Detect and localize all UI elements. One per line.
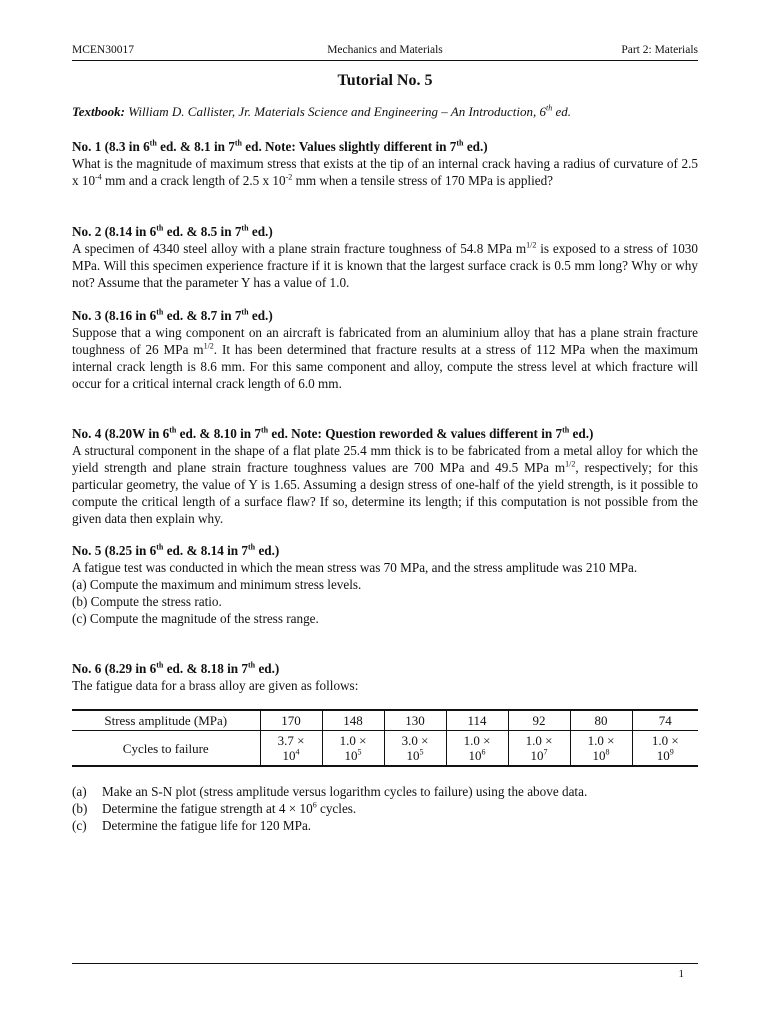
question-5-heading bbox=[72, 542, 698, 559]
cycles-base: 10 bbox=[656, 748, 670, 763]
table-row bbox=[72, 710, 698, 731]
question-4-heading bbox=[72, 425, 698, 442]
footer-rule bbox=[72, 963, 698, 964]
body-text: A specimen of 4340 steel alloy with a plane strain fracture toughness of 54.8 MPa m bbox=[72, 241, 527, 256]
cycles-base: 10 bbox=[344, 748, 358, 763]
table-cell: 80 bbox=[570, 710, 632, 731]
body-text: , respectively; for this particular geometry, the value of Y is 1.65. Assuming a design stress of one-half of the yield strength, is it possible to compute the critical length of a surface flaw? If so, determine its length; if this computation is not possible from the given data then explain why. bbox=[72, 460, 698, 526]
table-cell bbox=[508, 731, 570, 767]
superscript: 1/2 bbox=[565, 459, 576, 469]
page-number: 1 bbox=[678, 968, 684, 980]
heading-text: ed. & 8.14 in 7 bbox=[163, 543, 249, 558]
table-cell bbox=[260, 731, 322, 767]
question-5-part-a: (a) Compute the maximum and minimum stress levels. bbox=[72, 577, 362, 592]
heading-text: No. 3 (8.16 in 6 bbox=[72, 308, 157, 323]
body-text: Suppose that a wing component on an aircraft is fabricated from an aluminium alloy that has a plane strain fracture toughness of 26 MPa m bbox=[72, 325, 698, 357]
table-cell bbox=[384, 731, 446, 767]
textbook-citation-end: ed. bbox=[552, 104, 571, 119]
list-item bbox=[72, 800, 698, 817]
part-text bbox=[102, 800, 356, 817]
body-text: mm and a crack length of 2.5 x 10 bbox=[101, 173, 286, 188]
cycles-base: 10 bbox=[592, 748, 606, 763]
heading-text: No. 4 (8.20W in 6 bbox=[72, 426, 170, 441]
part-text-end: cycles. bbox=[316, 801, 357, 816]
heading-text: No. 5 (8.25 in 6 bbox=[72, 543, 157, 558]
part-text: Make an S-N plot (stress amplitude versus logarithm cycles to failure) using the above data. bbox=[102, 784, 588, 799]
question-6-heading bbox=[72, 660, 698, 677]
question-5-text: A fatigue test was conducted in which the mean stress was 70 MPa, and the stress amplitude was 210 MPa. bbox=[72, 560, 638, 575]
superscript: th bbox=[241, 307, 249, 317]
heading-text: ed. Note: Values slightly different in 7 bbox=[241, 139, 457, 154]
table-cell: 114 bbox=[446, 710, 508, 731]
fatigue-data-table bbox=[72, 709, 698, 767]
course-name: Mechanics and Materials bbox=[327, 44, 443, 56]
body-text: What is the magnitude of maximum stress that exists at the tip of an internal crack having a radius of curvature of 2.5 x 10 bbox=[72, 156, 698, 188]
question-1 bbox=[72, 138, 698, 189]
superscript: th bbox=[234, 138, 242, 148]
textbook-line bbox=[72, 104, 698, 120]
cycles-base: 10 bbox=[530, 748, 544, 763]
cycles-base: 10 bbox=[282, 748, 296, 763]
superscript: th bbox=[260, 425, 269, 435]
heading-text: ed.) bbox=[248, 224, 273, 239]
cycles-exponent: 8 bbox=[605, 747, 610, 757]
cycles-exponent: 5 bbox=[357, 747, 362, 757]
heading-text: ed. & 8.7 in 7 bbox=[163, 308, 242, 323]
running-header bbox=[72, 44, 698, 60]
question-2-text bbox=[72, 240, 698, 291]
heading-text: ed.) bbox=[255, 661, 280, 676]
superscript: th bbox=[156, 307, 164, 317]
superscript: -2 bbox=[285, 172, 293, 182]
heading-text: ed.) bbox=[255, 543, 280, 558]
cycles-base: 10 bbox=[468, 748, 482, 763]
superscript: th bbox=[241, 223, 249, 233]
question-4-text bbox=[72, 442, 698, 527]
cycles-mantissa: 1.0 × bbox=[651, 733, 679, 748]
cycles-mantissa: 1.0 × bbox=[463, 733, 491, 748]
part-label: Part 2: Materials bbox=[621, 44, 698, 56]
question-5-part-c: (c) Compute the magnitude of the stress range. bbox=[72, 611, 319, 626]
superscript: 6 bbox=[312, 800, 317, 810]
document-page bbox=[72, 0, 698, 1024]
part-label: (b) bbox=[72, 801, 88, 816]
part-label: (a) bbox=[72, 784, 87, 799]
heading-text: ed. & 8.18 in 7 bbox=[163, 661, 249, 676]
heading-text: ed. & 8.1 in 7 bbox=[156, 139, 235, 154]
superscript: th bbox=[156, 542, 164, 552]
list-item bbox=[72, 783, 698, 800]
body-text: A structural component in the shape of a flat plate 25.4 mm thick is to be fabricated from a metal alloy for which the yield strength and plane strain fracture toughness values are 700 MPa and 49.5 MPa m bbox=[72, 443, 698, 475]
course-code: MCEN30017 bbox=[72, 44, 134, 56]
heading-text: ed. & 8.10 in 7 bbox=[176, 426, 261, 441]
heading-text: ed.) bbox=[463, 139, 488, 154]
cycles-mantissa: 1.0 × bbox=[339, 733, 367, 748]
heading-text: ed. & 8.5 in 7 bbox=[163, 224, 242, 239]
question-2 bbox=[72, 223, 698, 291]
cycles-exponent: 7 bbox=[543, 747, 548, 757]
superscript: th bbox=[156, 660, 164, 670]
part-label: (c) bbox=[72, 818, 87, 833]
cycles-exponent: 4 bbox=[295, 747, 300, 757]
question-4 bbox=[72, 425, 698, 527]
heading-text: No. 2 (8.14 in 6 bbox=[72, 224, 157, 239]
superscript: th bbox=[456, 138, 464, 148]
question-3 bbox=[72, 307, 698, 392]
superscript: th bbox=[169, 425, 177, 435]
page-title: Tutorial No. 5 bbox=[337, 72, 433, 89]
question-6 bbox=[72, 660, 698, 694]
superscript: 1/2 bbox=[203, 341, 214, 351]
cycles-mantissa: 3.7 × bbox=[277, 733, 305, 748]
header-rule bbox=[72, 60, 698, 61]
table-row bbox=[72, 731, 698, 767]
question-5 bbox=[72, 542, 698, 627]
table-cell: 148 bbox=[322, 710, 384, 731]
part-text-start: Determine the fatigue strength at 4 × 10 bbox=[102, 801, 313, 816]
table-cell bbox=[446, 731, 508, 767]
cycles-exponent: 9 bbox=[669, 747, 674, 757]
question-2-heading bbox=[72, 223, 698, 240]
table-cell: 92 bbox=[508, 710, 570, 731]
superscript: th bbox=[248, 660, 256, 670]
textbook-label: Textbook: bbox=[72, 104, 125, 119]
question-6-parts bbox=[72, 783, 698, 834]
heading-text: No. 6 (8.29 in 6 bbox=[72, 661, 157, 676]
table-cell bbox=[570, 731, 632, 767]
table-cell bbox=[322, 731, 384, 767]
superscript: th bbox=[248, 542, 256, 552]
heading-text: ed.) bbox=[569, 426, 594, 441]
superscript: th bbox=[562, 425, 570, 435]
cycles-exponent: 5 bbox=[419, 747, 424, 757]
table-cell bbox=[632, 731, 698, 767]
table-cell: 74 bbox=[632, 710, 698, 731]
body-text: . It has been determined that fracture results at a stress of 112 MPa when the maximum internal crack length is 8.6 mm. For this same component and alloy, compute the stress level at which fracture will occur for a critical internal crack length of 6.0 mm. bbox=[72, 342, 699, 391]
cycles-mantissa: 3.0 × bbox=[401, 733, 429, 748]
heading-text: No. 1 (8.3 in 6 bbox=[72, 139, 150, 154]
question-5-part-b: (b) Compute the stress ratio. bbox=[72, 594, 222, 609]
question-3-heading bbox=[72, 307, 698, 324]
superscript: 1/2 bbox=[526, 240, 537, 250]
superscript: th bbox=[156, 223, 164, 233]
cycles-exponent: 6 bbox=[481, 747, 486, 757]
cycles-mantissa: 1.0 × bbox=[587, 733, 615, 748]
cycles-base: 10 bbox=[406, 748, 420, 763]
table-cell: 170 bbox=[260, 710, 322, 731]
body-text: is exposed to a stress of 1030 MPa. Will this specimen experience fracture if it is known that the largest surface crack is 0.5 mm long? Why or why not? Assume that the parameter Y has a value of 1.0. bbox=[72, 241, 698, 290]
superscript: -4 bbox=[95, 172, 102, 182]
heading-text: ed. Note: Question reworded & values different in 7 bbox=[268, 426, 563, 441]
superscript: th bbox=[149, 138, 157, 148]
table-cell: 130 bbox=[384, 710, 446, 731]
row-header-cycles-to-failure: Cycles to failure bbox=[72, 731, 260, 767]
question-3-text bbox=[72, 324, 698, 392]
textbook-citation: William D. Callister, Jr. Materials Science and Engineering – An Introduction, 6 bbox=[124, 104, 546, 119]
question-1-text bbox=[72, 155, 698, 189]
superscript: th bbox=[545, 103, 553, 113]
row-header-stress-amplitude: Stress amplitude (MPa) bbox=[72, 710, 260, 731]
list-item bbox=[72, 817, 698, 834]
part-text: Determine the fatigue life for 120 MPa. bbox=[102, 818, 312, 833]
question-1-heading bbox=[72, 138, 698, 155]
heading-text: ed.) bbox=[248, 308, 273, 323]
cycles-mantissa: 1.0 × bbox=[525, 733, 553, 748]
question-6-text: The fatigue data for a brass alloy are given as follows: bbox=[72, 678, 359, 693]
body-text: mm when a tensile stress of 170 MPa is applied? bbox=[292, 173, 554, 188]
